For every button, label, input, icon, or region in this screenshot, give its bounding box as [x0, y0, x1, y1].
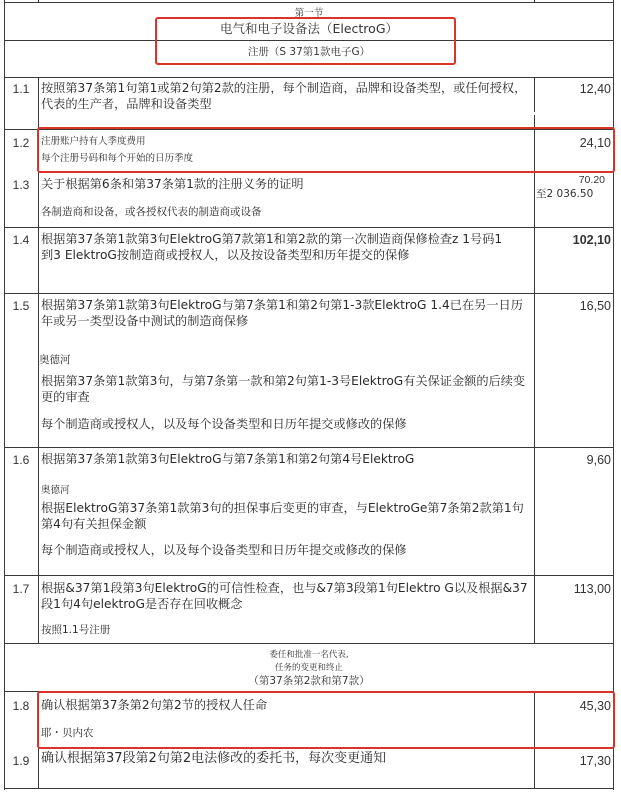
or-label: 奥德河 [41, 485, 70, 496]
row-divider [4, 447, 614, 448]
row-fee: 16,50 [579, 299, 611, 313]
row-divider [4, 227, 614, 228]
row-description: 根据第37条第1款第3句ElektroG与第7条第1和第2句第1-3款ElektroG 1.4已在另一日历年或另一类型设备中测试的制造商保修 [41, 298, 523, 328]
row-divider [4, 293, 614, 294]
row-fee-to: 至2 036.50 [536, 188, 594, 200]
row-note: 按照1.1号注册 [41, 624, 111, 636]
row-divider [4, 575, 614, 576]
row-fee: 102,10 [572, 233, 611, 247]
row-number: 1.9 [12, 754, 30, 768]
row-note: 各制造商和设备，或各授权代表的制造商或设备 [41, 206, 262, 218]
row-description: 根据第37条第1款第3句ElektroG与第7条第1和第2句第4号ElektroG [41, 452, 415, 466]
row-number: 1.5 [12, 299, 30, 313]
row-fee: 24,10 [579, 136, 611, 150]
row-divider [4, 77, 614, 78]
row-number: 1.6 [12, 453, 30, 467]
row-number: 1.3 [12, 178, 30, 192]
row-fee: 9,60 [586, 453, 611, 467]
row-note: 每个注册号码和每个开始的日历季度 [41, 153, 194, 164]
highlight-box-row-1-8 [37, 691, 615, 749]
row-fee-from: 70.20 [578, 174, 605, 186]
row-note: 每个制造商或授权人，以及每个设备类型和日历年提交或修改的保修 [41, 417, 407, 431]
subsection-line-3: （第37条第2款和第7款） [248, 675, 370, 687]
row-description: 确认根据第37条第2句第2节的授权人任命 [41, 698, 268, 712]
row-description: 根据第37条第1款第3句ElektroG第7款第1和第2款的第一次制造商保修检查z 1号码1到3 ElektroG按制造商或授权人，以及按设备类型和历年提交的保修 [41, 232, 503, 262]
table-top-border [4, 2, 614, 3]
row-number: 1.2 [12, 136, 30, 150]
row-number: 1.8 [12, 699, 30, 713]
row-fee: 17,30 [579, 754, 611, 768]
header-subtitle: 注册（S 37第1款电子G） [247, 46, 371, 58]
row-note: 耶・贝内农 [41, 727, 94, 739]
row-description: 注册账户持有人季度费用 [41, 136, 146, 147]
row-description-alt: 根据ElektroG第37条第1款第3句的担保事后变更的审查，与ElektroGe第7条第2款第1句第4句有关担保金额 [41, 501, 524, 531]
row-description: 根据&37第1段第3句ElektroG的可信性检查，也与&7第3段第1句Elektro G以及根据&37段1句4句elektroG是否存在回收概念 [41, 581, 528, 611]
row-number: 1.7 [12, 582, 30, 596]
row-description: 确认根据第37段第2句第2电法修改的委托书，每次变更通知 [41, 751, 387, 766]
subsection-line-1: 委任和批准一名代表, [269, 650, 349, 660]
law-title: 电气和电子设备法（ElectroG） [219, 21, 399, 36]
row-number: 1.1 [12, 82, 30, 96]
col-stub [534, 0, 535, 3]
section-label: 第一节 [294, 8, 324, 19]
or-label: 奥德河 [39, 354, 71, 366]
value-column-line [534, 115, 535, 643]
row-fee: 12,40 [579, 82, 611, 96]
table-bottom-border [4, 788, 614, 789]
row-note: 每个制造商或授权人，以及每个设备类型和日历年提交或修改的保修 [41, 543, 407, 557]
row-description-alt: 根据第37条第1款第3句，与第7条第一款和第2句第1-3号ElektroG有关保证金额的后续变更的审查 [41, 374, 526, 404]
row-fee: 113,00 [573, 582, 611, 596]
row-description: 关于根据第6条和第37条第1款的注册义务的证明 [41, 177, 304, 191]
row-description: 按照第37条第1句第1或第2句第2款的注册，每个制造商，品牌和设备类型，或任何授权，代表的生产者，品牌和设备类型 [41, 81, 527, 111]
subsection-line-2: 任务的变更和终止 [274, 663, 343, 673]
row-number: 1.4 [12, 233, 30, 247]
col-stub [38, 0, 39, 3]
highlight-box-header [155, 17, 456, 65]
highlight-box-row-1-2 [37, 127, 615, 173]
row-fee: 45,30 [579, 699, 611, 713]
value-column-line [534, 77, 535, 112]
